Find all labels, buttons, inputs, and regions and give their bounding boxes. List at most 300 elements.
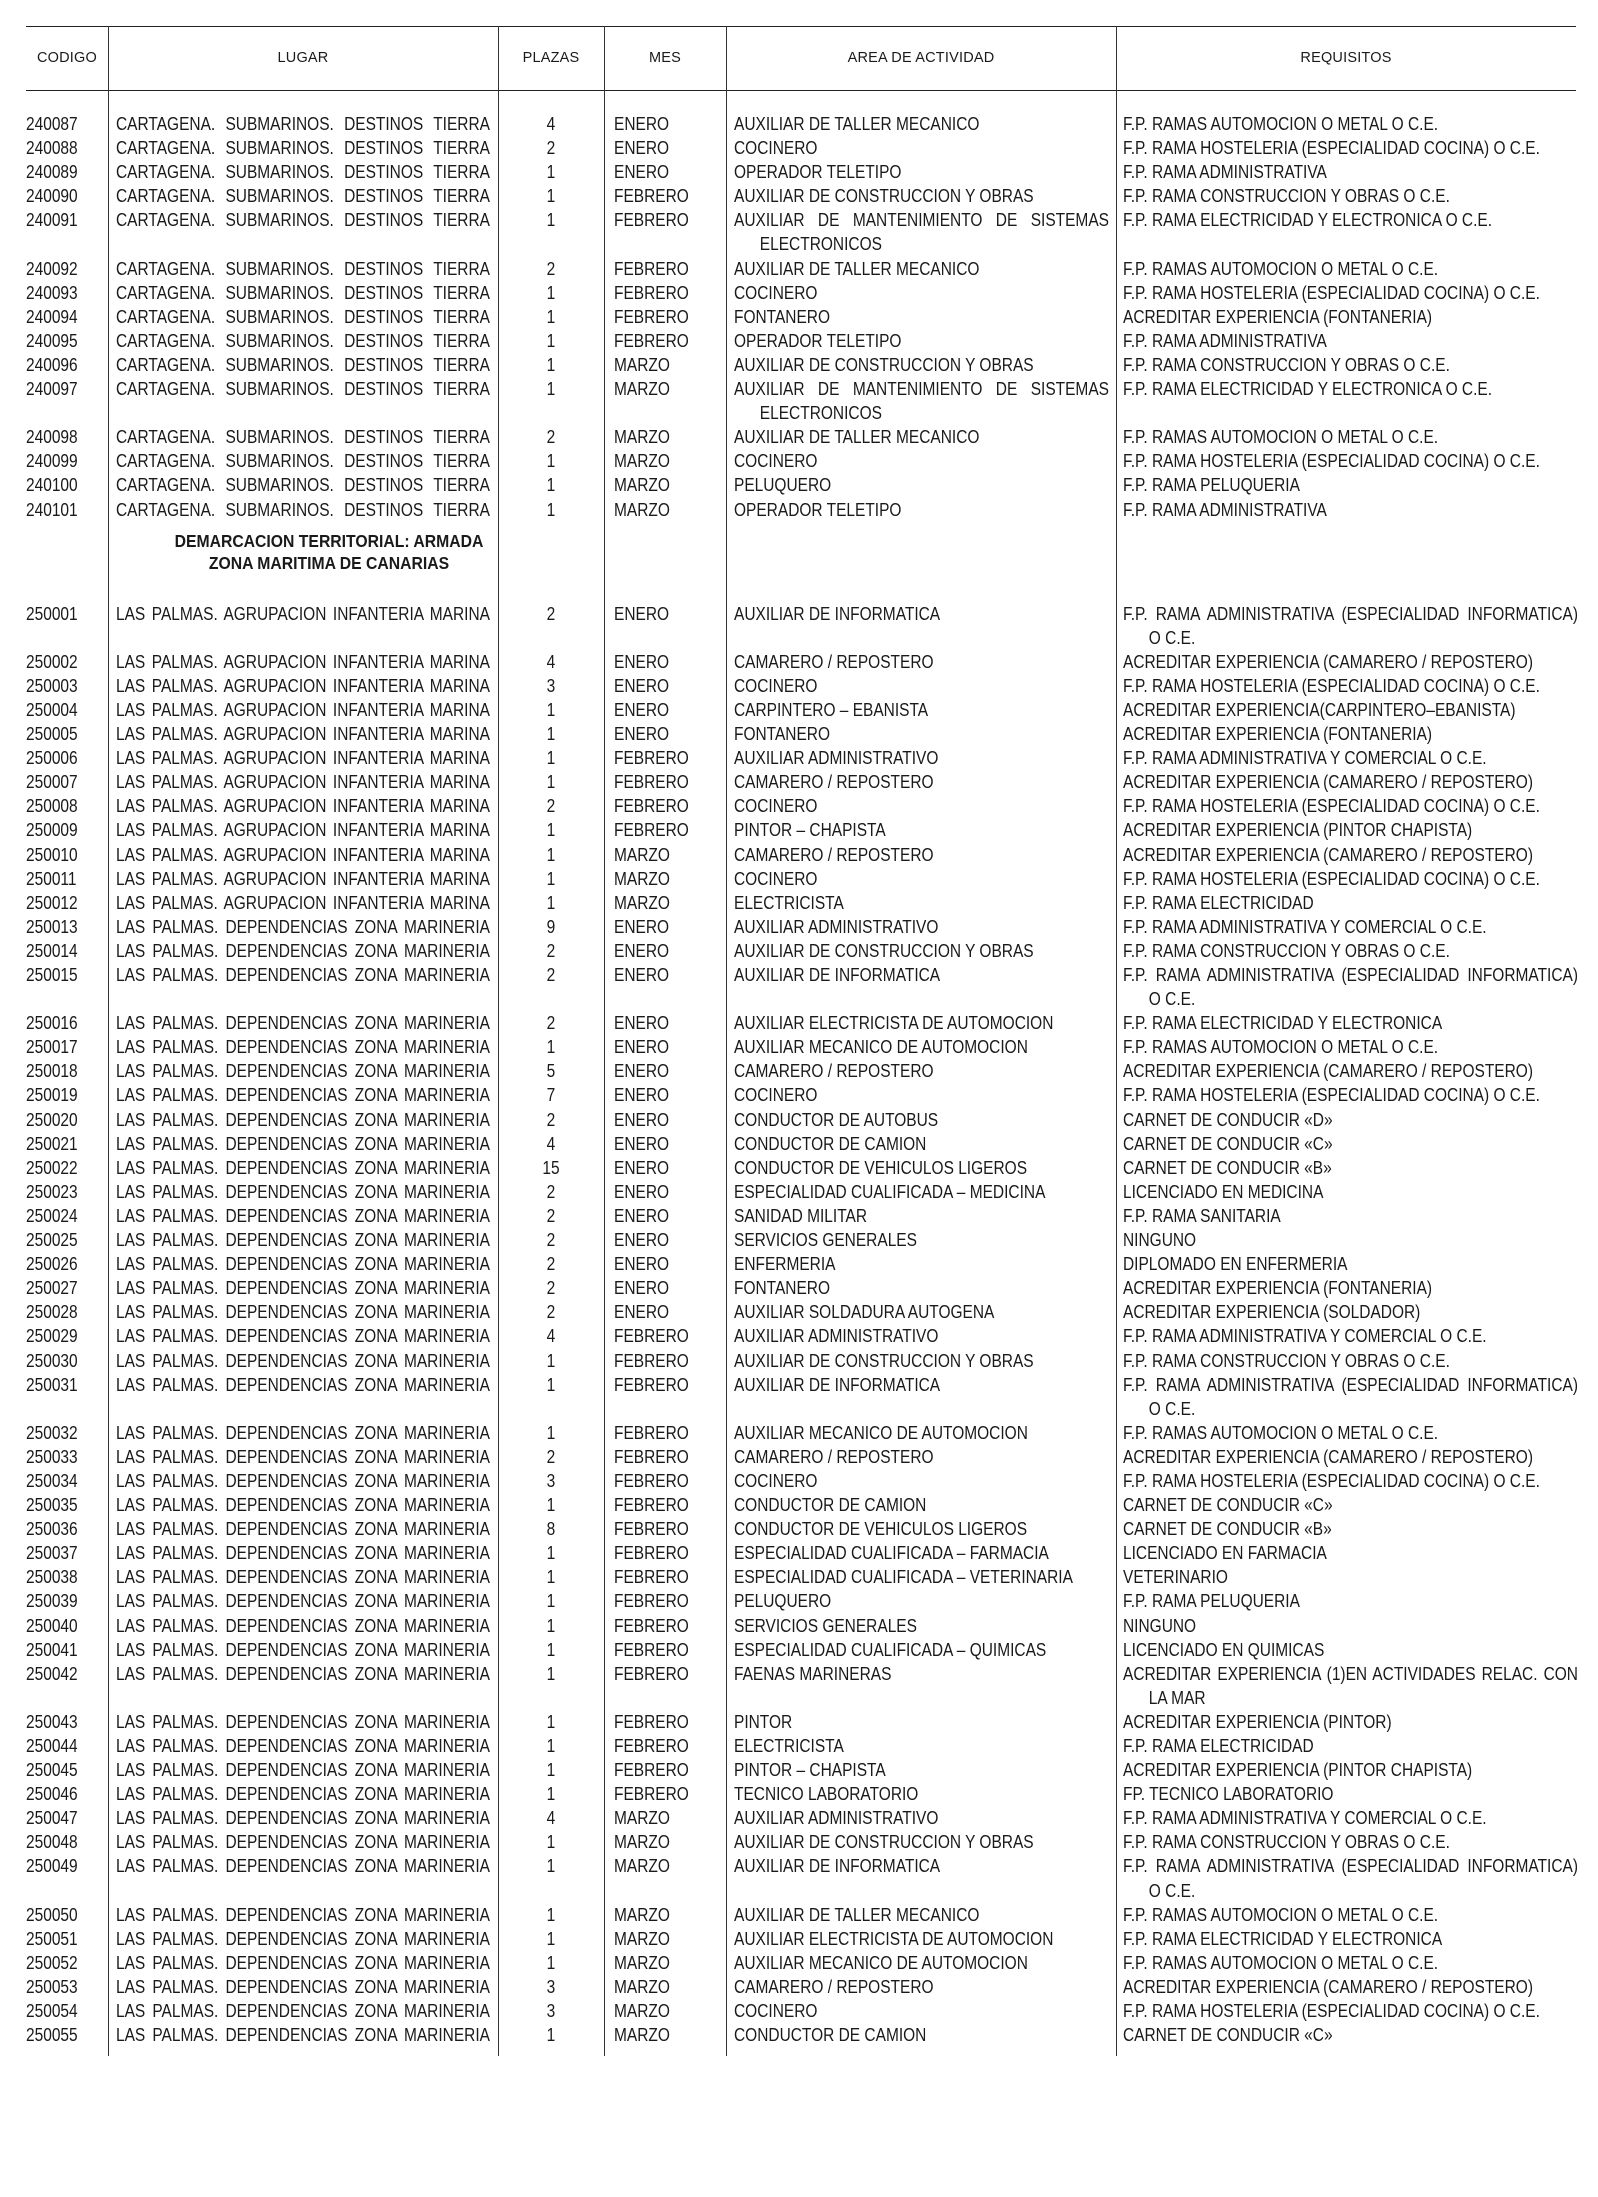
cell-requisitos: F.P. RAMA HOSTELERIA (ESPECIALIDAD COCINA) O C.E.: [1122, 1085, 1540, 1106]
cell-requisitos: ACREDITAR EXPERIENCIA (CAMARERO / REPOSTERO): [1122, 1446, 1534, 1467]
cell-plazas: 3: [546, 1470, 556, 1491]
cell-area: PINTOR – CHAPISTA: [733, 820, 886, 841]
cell-requisitos: F.P. RAMA HOSTELERIA (ESPECIALIDAD COCINA) O C.E.: [1122, 138, 1540, 159]
cell-mes: ENERO: [613, 916, 670, 937]
cell-requisitos: F.P. RAMA ADMINISTRATIVA (ESPECIALIDAD INFORMATICA) O C.E.: [1122, 965, 1578, 1010]
cell-lugar: LAS PALMAS. DEPENDENCIAS ZONA MARINERIA: [115, 1157, 490, 1178]
cell-plazas: 2: [546, 1446, 556, 1467]
cell-lugar: LAS PALMAS. DEPENDENCIAS ZONA MARINERIA: [115, 1495, 490, 1516]
table-row: [26, 1830, 1576, 1854]
cell-area: AUXILIAR DE CONSTRUCCION Y OBRAS: [733, 186, 1034, 207]
cell-mes: FEBRERO: [613, 186, 689, 207]
cell-lugar: LAS PALMAS. DEPENDENCIAS ZONA MARINERIA: [115, 1278, 490, 1299]
cell-area: OPERADOR TELETIPO: [733, 330, 902, 351]
table-row: [26, 1083, 1576, 1107]
cell-codigo: 240097: [26, 379, 78, 400]
cell-mes: MARZO: [613, 1976, 670, 1997]
cell-plazas: 1: [546, 1736, 556, 1756]
cell-codigo: 250003: [26, 675, 78, 696]
cell-lugar: LAS PALMAS. AGRUPACION INFANTERIA MARINA: [115, 868, 490, 889]
cell-requisitos: F.P. RAMA HOSTELERIA (ESPECIALIDAD COCINA) O C.E.: [1122, 868, 1540, 889]
cell-area: AUXILIAR ADMINISTRATIVO: [733, 916, 939, 937]
table-row: [26, 1493, 1576, 1517]
cell-plazas: 2: [546, 1181, 556, 1202]
cell-codigo: 250048: [26, 1832, 78, 1853]
cell-mes: ENERO: [613, 940, 670, 961]
cell-lugar: LAS PALMAS. DEPENDENCIAS ZONA MARINERIA: [115, 1350, 490, 1371]
cell-mes: FEBRERO: [613, 796, 689, 817]
cell-lugar: LAS PALMAS. DEPENDENCIAS ZONA MARINERIA: [115, 1037, 490, 1058]
cell-codigo: 250042: [26, 1663, 78, 1684]
cell-area: PELUQUERO: [733, 475, 832, 496]
cell-mes: ENERO: [613, 724, 670, 745]
cell-area: FAENAS MARINERAS: [733, 1663, 892, 1684]
cell-plazas: 1: [546, 1832, 556, 1853]
cell-mes: MARZO: [613, 892, 670, 913]
cell-plazas: 1: [546, 282, 556, 303]
cell-codigo: 250020: [26, 1109, 78, 1130]
cell-area: CAMARERO / REPOSTERO: [733, 772, 934, 793]
cell-codigo: 250001: [26, 603, 78, 624]
cell-codigo: 240099: [26, 451, 78, 472]
cell-requisitos: F.P. RAMA HOSTELERIA (ESPECIALIDAD COCINA) O C.E.: [1122, 675, 1540, 696]
cell-lugar: LAS PALMAS. DEPENDENCIAS ZONA MARINERIA: [115, 2001, 490, 2022]
cell-requisitos: F.P. RAMAS AUTOMOCION O METAL O C.E.: [1122, 1422, 1439, 1443]
table-row: [26, 674, 1576, 698]
cell-codigo: 250041: [26, 1639, 78, 1660]
document-page: [26, 26, 1576, 2056]
cell-area: ELECTRICISTA: [733, 1736, 844, 1756]
cell-mes: FEBRERO: [613, 1736, 689, 1756]
cell-mes: FEBRERO: [613, 1591, 689, 1612]
cell-lugar: LAS PALMAS. DEPENDENCIAS ZONA MARINERIA: [115, 1061, 490, 1082]
cell-codigo: 250028: [26, 1302, 78, 1323]
table-row: [26, 1565, 1576, 1589]
cell-lugar: LAS PALMAS. AGRUPACION INFANTERIA MARINA: [115, 892, 490, 913]
cell-requisitos: F.P. RAMAS AUTOMOCION O METAL O C.E.: [1122, 114, 1439, 134]
cell-plazas: 1: [546, 1711, 556, 1732]
cell-requisitos: F.P. RAMA ADMINISTRATIVA: [1122, 162, 1327, 183]
table-row: [26, 329, 1576, 353]
cell-codigo: 250050: [26, 1904, 78, 1925]
cell-lugar: LAS PALMAS. DEPENDENCIAS ZONA MARINERIA: [115, 1230, 490, 1251]
cell-mes: ENERO: [613, 162, 670, 183]
cell-lugar: CARTAGENA. SUBMARINOS. DESTINOS TIERRA: [115, 306, 490, 327]
cell-codigo: 250027: [26, 1278, 78, 1299]
cell-requisitos: F.P. RAMA CONSTRUCCION Y OBRAS O C.E.: [1122, 940, 1450, 961]
cell-area: AUXILIAR ADMINISTRATIVO: [733, 1326, 939, 1347]
cell-codigo: 240096: [26, 354, 78, 375]
cell-requisitos: NINGUNO: [1122, 1615, 1197, 1636]
cell-requisitos: CARNET DE CONDUCIR «C»: [1122, 1133, 1333, 1154]
cell-plazas: 1: [546, 1952, 556, 1973]
cell-codigo: 250040: [26, 1615, 78, 1636]
cell-area: AUXILIAR ADMINISTRATIVO: [733, 1808, 939, 1829]
cell-plazas: 1: [546, 699, 556, 720]
cell-requisitos: F.P. RAMA ADMINISTRATIVA (ESPECIALIDAD INFORMATICA) O C.E.: [1122, 1374, 1578, 1419]
cell-codigo: 250038: [26, 1567, 78, 1588]
cell-requisitos: F.P. RAMA ADMINISTRATIVA: [1122, 499, 1327, 520]
cell-lugar: LAS PALMAS. DEPENDENCIAS ZONA MARINERIA: [115, 2025, 490, 2046]
table-row: [26, 1806, 1576, 1830]
cell-codigo: 240088: [26, 138, 78, 159]
table-row: [26, 1662, 1576, 1710]
cell-requisitos: ACREDITAR EXPERIENCIA (CAMARERO / REPOSTERO): [1122, 1976, 1534, 1997]
cell-requisitos: F.P. RAMA ELECTRICIDAD Y ELECTRONICA: [1122, 1013, 1443, 1034]
cell-plazas: 1: [546, 330, 556, 351]
cell-area: OPERADOR TELETIPO: [733, 162, 902, 183]
cell-codigo: 250034: [26, 1470, 78, 1491]
cell-mes: FEBRERO: [613, 820, 689, 841]
cell-requisitos: CARNET DE CONDUCIR «C»: [1122, 2025, 1333, 2046]
cell-requisitos: ACREDITAR EXPERIENCIA (CAMARERO / REPOSTERO): [1122, 772, 1534, 793]
cell-mes: FEBRERO: [613, 1663, 689, 1684]
cell-plazas: 4: [546, 1133, 556, 1154]
table-row: [26, 963, 1576, 1011]
cell-codigo: 250049: [26, 1856, 78, 1877]
cell-lugar: LAS PALMAS. DEPENDENCIAS ZONA MARINERIA: [115, 1085, 490, 1106]
cell-mes: FEBRERO: [613, 1784, 689, 1805]
cell-area: CAMARERO / REPOSTERO: [733, 1446, 934, 1467]
cell-lugar: LAS PALMAS. DEPENDENCIAS ZONA MARINERIA: [115, 1736, 490, 1756]
table-row: [26, 1445, 1576, 1469]
cell-plazas: 1: [546, 162, 556, 183]
table-row: [26, 1589, 1576, 1613]
cell-plazas: 1: [546, 1615, 556, 1636]
cell-area: CAMARERO / REPOSTERO: [733, 1061, 934, 1082]
cell-lugar: LAS PALMAS. AGRUPACION INFANTERIA MARINA: [115, 724, 490, 745]
cell-mes: ENERO: [613, 1085, 670, 1106]
cell-mes: FEBRERO: [613, 1374, 689, 1395]
cell-lugar: LAS PALMAS. AGRUPACION INFANTERIA MARINA: [115, 675, 490, 696]
cell-codigo: 240101: [26, 499, 78, 520]
cell-mes: ENERO: [613, 1278, 670, 1299]
cell-codigo: 250031: [26, 1374, 78, 1395]
column-header-lugar: LUGAR: [277, 50, 329, 66]
cell-area: PELUQUERO: [733, 1591, 832, 1612]
cell-codigo: 250015: [26, 965, 78, 985]
cell-plazas: 15: [542, 1157, 560, 1178]
cell-mes: FEBRERO: [613, 1543, 689, 1564]
cell-lugar: LAS PALMAS. DEPENDENCIAS ZONA MARINERIA: [115, 1470, 490, 1491]
cell-plazas: 1: [546, 820, 556, 841]
table-row: [26, 1204, 1576, 1228]
table-row: [26, 698, 1576, 722]
cell-lugar: LAS PALMAS. DEPENDENCIAS ZONA MARINERIA: [115, 1254, 490, 1275]
cell-mes: MARZO: [613, 427, 670, 448]
cell-area: AUXILIAR ELECTRICISTA DE AUTOMOCION: [733, 1013, 1054, 1034]
table-row: [26, 1373, 1576, 1421]
cell-area: COCINERO: [733, 1085, 818, 1106]
cell-area: AUXILIAR DE TALLER MECANICO: [733, 258, 980, 279]
cell-lugar: CARTAGENA. SUBMARINOS. DESTINOS TIERRA: [115, 210, 490, 231]
cell-mes: ENERO: [613, 1254, 670, 1275]
cell-lugar: LAS PALMAS. DEPENDENCIAS ZONA MARINERIA: [115, 1205, 490, 1226]
table-row: [26, 1011, 1576, 1035]
cell-plazas: 4: [546, 1326, 556, 1347]
cell-codigo: 250016: [26, 1013, 78, 1034]
cell-mes: FEBRERO: [613, 210, 689, 231]
cell-plazas: 1: [546, 210, 556, 231]
cell-requisitos: ACREDITAR EXPERIENCIA(CARPINTERO–EBANISTA): [1122, 699, 1516, 720]
cell-mes: MARZO: [613, 1928, 670, 1949]
cell-mes: ENERO: [613, 965, 670, 985]
cell-mes: MARZO: [613, 2001, 670, 2022]
cell-mes: MARZO: [613, 1808, 670, 1829]
cell-mes: ENERO: [613, 1302, 670, 1323]
cell-requisitos: F.P. RAMA ADMINISTRATIVA Y COMERCIAL O C.E.: [1122, 748, 1487, 769]
cell-mes: FEBRERO: [613, 1615, 689, 1636]
cell-codigo: 240093: [26, 282, 78, 303]
cell-plazas: 2: [546, 1109, 556, 1130]
table-row: [26, 1710, 1576, 1734]
cell-area: AUXILIAR DE MANTENIMIENTO DE SISTEMAS ELECTRONICOS: [733, 379, 1109, 424]
cell-lugar: LAS PALMAS. DEPENDENCIAS ZONA MARINERIA: [115, 1422, 490, 1443]
cell-lugar: LAS PALMAS. AGRUPACION INFANTERIA MARINA: [115, 772, 490, 793]
cell-codigo: 250010: [26, 844, 78, 865]
cell-requisitos: F.P. RAMAS AUTOMOCION O METAL O C.E.: [1122, 1904, 1439, 1925]
table-row: [26, 650, 1576, 674]
cell-plazas: 1: [546, 1422, 556, 1443]
cell-plazas: 1: [546, 1760, 556, 1781]
cell-requisitos: F.P. RAMA ADMINISTRATIVA Y COMERCIAL O C.E.: [1122, 1808, 1487, 1829]
cell-plazas: 1: [546, 1567, 556, 1588]
cell-area: ESPECIALIDAD CUALIFICADA – FARMACIA: [733, 1543, 1049, 1564]
table-row: [26, 498, 1576, 522]
cell-lugar: LAS PALMAS. DEPENDENCIAS ZONA MARINERIA: [115, 1808, 490, 1829]
cell-codigo: 250054: [26, 2001, 78, 2022]
cell-codigo: 250012: [26, 892, 78, 913]
table-row: [26, 425, 1576, 449]
table-row: [26, 1903, 1576, 1927]
cell-plazas: 2: [546, 1278, 556, 1299]
table-body: [26, 112, 1576, 2047]
cell-codigo: 250037: [26, 1543, 78, 1564]
cell-lugar: LAS PALMAS. DEPENDENCIAS ZONA MARINERIA: [115, 1543, 490, 1564]
cell-mes: MARZO: [613, 1904, 670, 1925]
cell-codigo: 250014: [26, 940, 78, 961]
cell-mes: ENERO: [613, 1205, 670, 1226]
cell-lugar: CARTAGENA. SUBMARINOS. DESTINOS TIERRA: [115, 427, 490, 448]
cell-lugar: LAS PALMAS. DEPENDENCIAS ZONA MARINERIA: [115, 1832, 490, 1853]
cell-plazas: 1: [546, 451, 556, 472]
table-row: [26, 722, 1576, 746]
cell-codigo: 250022: [26, 1157, 78, 1178]
cell-requisitos: F.P. RAMA ADMINISTRATIVA: [1122, 330, 1327, 351]
table-row: [26, 1734, 1576, 1758]
cell-lugar: LAS PALMAS. DEPENDENCIAS ZONA MARINERIA: [115, 1615, 490, 1636]
cell-lugar: LAS PALMAS. DEPENDENCIAS ZONA MARINERIA: [115, 1567, 490, 1588]
cell-lugar: LAS PALMAS. DEPENDENCIAS ZONA MARINERIA: [115, 916, 490, 937]
cell-plazas: 2: [546, 1013, 556, 1034]
cell-plazas: 1: [546, 1856, 556, 1877]
cell-mes: ENERO: [613, 1157, 670, 1178]
cell-mes: ENERO: [613, 1181, 670, 1202]
cell-mes: FEBRERO: [613, 772, 689, 793]
table-row: [26, 1517, 1576, 1541]
cell-area: AUXILIAR DE CONSTRUCCION Y OBRAS: [733, 1832, 1034, 1853]
cell-lugar: LAS PALMAS. DEPENDENCIAS ZONA MARINERIA: [115, 1784, 490, 1805]
section-title-line: DEMARCACION TERRITORIAL: ARMADA: [174, 530, 484, 551]
cell-lugar: CARTAGENA. SUBMARINOS. DESTINOS TIERRA: [115, 354, 490, 375]
cell-lugar: LAS PALMAS. AGRUPACION INFANTERIA MARINA: [115, 748, 490, 769]
cell-area: COCINERO: [733, 675, 818, 696]
table-row: [26, 1180, 1576, 1204]
table-row: [26, 1999, 1576, 2023]
cell-area: COCINERO: [733, 138, 818, 159]
cell-lugar: CARTAGENA. SUBMARINOS. DESTINOS TIERRA: [115, 138, 490, 159]
cell-codigo: 250019: [26, 1085, 78, 1106]
cell-mes: FEBRERO: [613, 282, 689, 303]
table-row: [26, 1469, 1576, 1493]
cell-requisitos: LICENCIADO EN FARMACIA: [1122, 1543, 1327, 1564]
cell-mes: MARZO: [613, 379, 670, 400]
cell-area: AUXILIAR ELECTRICISTA DE AUTOMOCION: [733, 1928, 1054, 1949]
cell-requisitos: F.P. RAMA SANITARIA: [1122, 1205, 1281, 1226]
cell-codigo: 250013: [26, 916, 78, 937]
cell-plazas: 2: [546, 1302, 556, 1323]
cell-mes: ENERO: [613, 138, 670, 159]
cell-requisitos: DIPLOMADO EN ENFERMERIA: [1122, 1254, 1348, 1275]
cell-area: AUXILIAR MECANICO DE AUTOMOCION: [733, 1952, 1028, 1973]
cell-requisitos: CARNET DE CONDUCIR «B»: [1122, 1157, 1332, 1178]
cell-area: TECNICO LABORATORIO: [733, 1784, 919, 1805]
cell-codigo: 250025: [26, 1230, 78, 1251]
table-row: [26, 1758, 1576, 1782]
cell-requisitos: F.P. RAMA CONSTRUCCION Y OBRAS O C.E.: [1122, 1350, 1450, 1371]
cell-area: FONTANERO: [733, 724, 831, 745]
cell-mes: FEBRERO: [613, 1639, 689, 1660]
table-row: [26, 818, 1576, 842]
cell-requisitos: F.P. RAMA CONSTRUCCION Y OBRAS O C.E.: [1122, 354, 1450, 375]
cell-plazas: 9: [546, 916, 556, 937]
cell-lugar: LAS PALMAS. DEPENDENCIAS ZONA MARINERIA: [115, 1952, 490, 1973]
cell-lugar: LAS PALMAS. DEPENDENCIAS ZONA MARINERIA: [115, 1519, 490, 1540]
cell-plazas: 1: [546, 499, 556, 520]
table-row: [26, 602, 1576, 650]
cell-plazas: 2: [546, 1205, 556, 1226]
table-row: [26, 1951, 1576, 1975]
table-row: [26, 1782, 1576, 1806]
cell-plazas: 7: [546, 1085, 556, 1106]
table-row: [26, 473, 1576, 497]
cell-requisitos: F.P. RAMA ELECTRICIDAD: [1122, 892, 1314, 913]
cell-mes: ENERO: [613, 1013, 670, 1034]
cell-area: ELECTRICISTA: [733, 892, 844, 913]
cell-lugar: LAS PALMAS. DEPENDENCIAS ZONA MARINERIA: [115, 1302, 490, 1323]
cell-requisitos: F.P. RAMA ELECTRICIDAD Y ELECTRONICA O C.E.: [1122, 379, 1493, 400]
cell-plazas: 3: [546, 675, 556, 696]
table-row: [26, 160, 1576, 184]
cell-mes: ENERO: [613, 1230, 670, 1251]
table-row: [26, 1035, 1576, 1059]
cell-requisitos: LICENCIADO EN MEDICINA: [1122, 1181, 1324, 1202]
cell-lugar: LAS PALMAS. DEPENDENCIAS ZONA MARINERIA: [115, 1133, 490, 1154]
cell-area: AUXILIAR DE INFORMATICA: [733, 603, 941, 624]
cell-codigo: 250030: [26, 1350, 78, 1371]
cell-requisitos: VETERINARIO: [1122, 1567, 1228, 1588]
cell-area: AUXILIAR MECANICO DE AUTOMOCION: [733, 1037, 1028, 1058]
cell-area: CAMARERO / REPOSTERO: [733, 1976, 934, 1997]
cell-requisitos: F.P. RAMA HOSTELERIA (ESPECIALIDAD COCINA) O C.E.: [1122, 1470, 1540, 1491]
cell-lugar: LAS PALMAS. DEPENDENCIAS ZONA MARINERIA: [115, 1326, 490, 1347]
cell-lugar: LAS PALMAS. AGRUPACION INFANTERIA MARINA: [115, 820, 490, 841]
cell-requisitos: F.P. RAMA ELECTRICIDAD: [1122, 1736, 1314, 1756]
cell-requisitos: F.P. RAMA HOSTELERIA (ESPECIALIDAD COCINA) O C.E.: [1122, 282, 1540, 303]
cell-area: ESPECIALIDAD CUALIFICADA – VETERINARIA: [733, 1567, 1073, 1588]
section-title: [154, 530, 505, 574]
cell-requisitos: ACREDITAR EXPERIENCIA (PINTOR CHAPISTA): [1122, 820, 1473, 841]
cell-lugar: LAS PALMAS. AGRUPACION INFANTERIA MARINA: [115, 796, 490, 817]
cell-mes: FEBRERO: [613, 258, 689, 279]
cell-area: COCINERO: [733, 796, 818, 817]
table-row: [26, 1300, 1576, 1324]
cell-mes: MARZO: [613, 475, 670, 496]
cell-area: AUXILIAR DE TALLER MECANICO: [733, 114, 980, 134]
cell-codigo: 240087: [26, 114, 78, 134]
cell-plazas: 2: [546, 965, 556, 985]
cell-area: AUXILIAR DE TALLER MECANICO: [733, 1904, 980, 1925]
cell-plazas: 2: [546, 1230, 556, 1251]
cell-mes: FEBRERO: [613, 1519, 689, 1540]
cell-mes: MARZO: [613, 1952, 670, 1973]
cell-mes: FEBRERO: [613, 1446, 689, 1467]
cell-codigo: 250026: [26, 1254, 78, 1275]
table-row: [26, 1421, 1576, 1445]
cell-area: CONDUCTOR DE CAMION: [733, 1133, 927, 1154]
cell-plazas: 1: [546, 1037, 556, 1058]
table-row: [26, 1638, 1576, 1662]
cell-plazas: 1: [546, 379, 556, 400]
table-row: [26, 1927, 1576, 1951]
table-row: [26, 1541, 1576, 1565]
cell-codigo: 250044: [26, 1736, 78, 1756]
cell-codigo: 250006: [26, 748, 78, 769]
cell-requisitos: ACREDITAR EXPERIENCIA (PINTOR CHAPISTA): [1122, 1760, 1473, 1781]
cell-codigo: 240098: [26, 427, 78, 448]
cell-codigo: 250018: [26, 1061, 78, 1082]
cell-requisitos: F.P. RAMA PELUQUERIA: [1122, 1591, 1300, 1612]
cell-plazas: 1: [546, 475, 556, 496]
cell-requisitos: CARNET DE CONDUCIR «B»: [1122, 1519, 1332, 1540]
cell-area: CONDUCTOR DE CAMION: [733, 2025, 927, 2046]
table-header-rule: [26, 90, 1576, 91]
cell-requisitos: ACREDITAR EXPERIENCIA (CAMARERO / REPOSTERO): [1122, 651, 1534, 672]
cell-requisitos: CARNET DE CONDUCIR «D»: [1122, 1109, 1333, 1130]
cell-plazas: 1: [546, 772, 556, 793]
cell-plazas: 3: [546, 2001, 556, 2022]
column-header-area: AREA DE ACTIVIDAD: [847, 50, 995, 66]
cell-plazas: 1: [546, 844, 556, 865]
cell-mes: MARZO: [613, 868, 670, 889]
cell-requisitos: ACREDITAR EXPERIENCIA (FONTANERIA): [1122, 1278, 1433, 1299]
table-row: [26, 843, 1576, 867]
section-heading: [26, 522, 1576, 602]
cell-lugar: CARTAGENA. SUBMARINOS. DESTINOS TIERRA: [115, 451, 490, 472]
cell-area: ESPECIALIDAD CUALIFICADA – QUIMICAS: [733, 1639, 1047, 1660]
cell-plazas: 2: [546, 427, 556, 448]
cell-requisitos: ACREDITAR EXPERIENCIA (CAMARERO / REPOSTERO): [1122, 1061, 1534, 1082]
cell-plazas: 4: [546, 1808, 556, 1829]
cell-lugar: CARTAGENA. SUBMARINOS. DESTINOS TIERRA: [115, 162, 490, 183]
cell-area: CONDUCTOR DE VEHICULOS LIGEROS: [733, 1519, 1028, 1540]
column-header-codigo: CODIGO: [36, 50, 97, 66]
cell-mes: ENERO: [613, 651, 670, 672]
cell-plazas: 1: [546, 1904, 556, 1925]
cell-requisitos: F.P. RAMA ADMINISTRATIVA (ESPECIALIDAD INFORMATICA) O C.E.: [1122, 603, 1578, 648]
cell-codigo: 250007: [26, 772, 78, 793]
cell-lugar: LAS PALMAS. DEPENDENCIAS ZONA MARINERIA: [115, 1446, 490, 1467]
